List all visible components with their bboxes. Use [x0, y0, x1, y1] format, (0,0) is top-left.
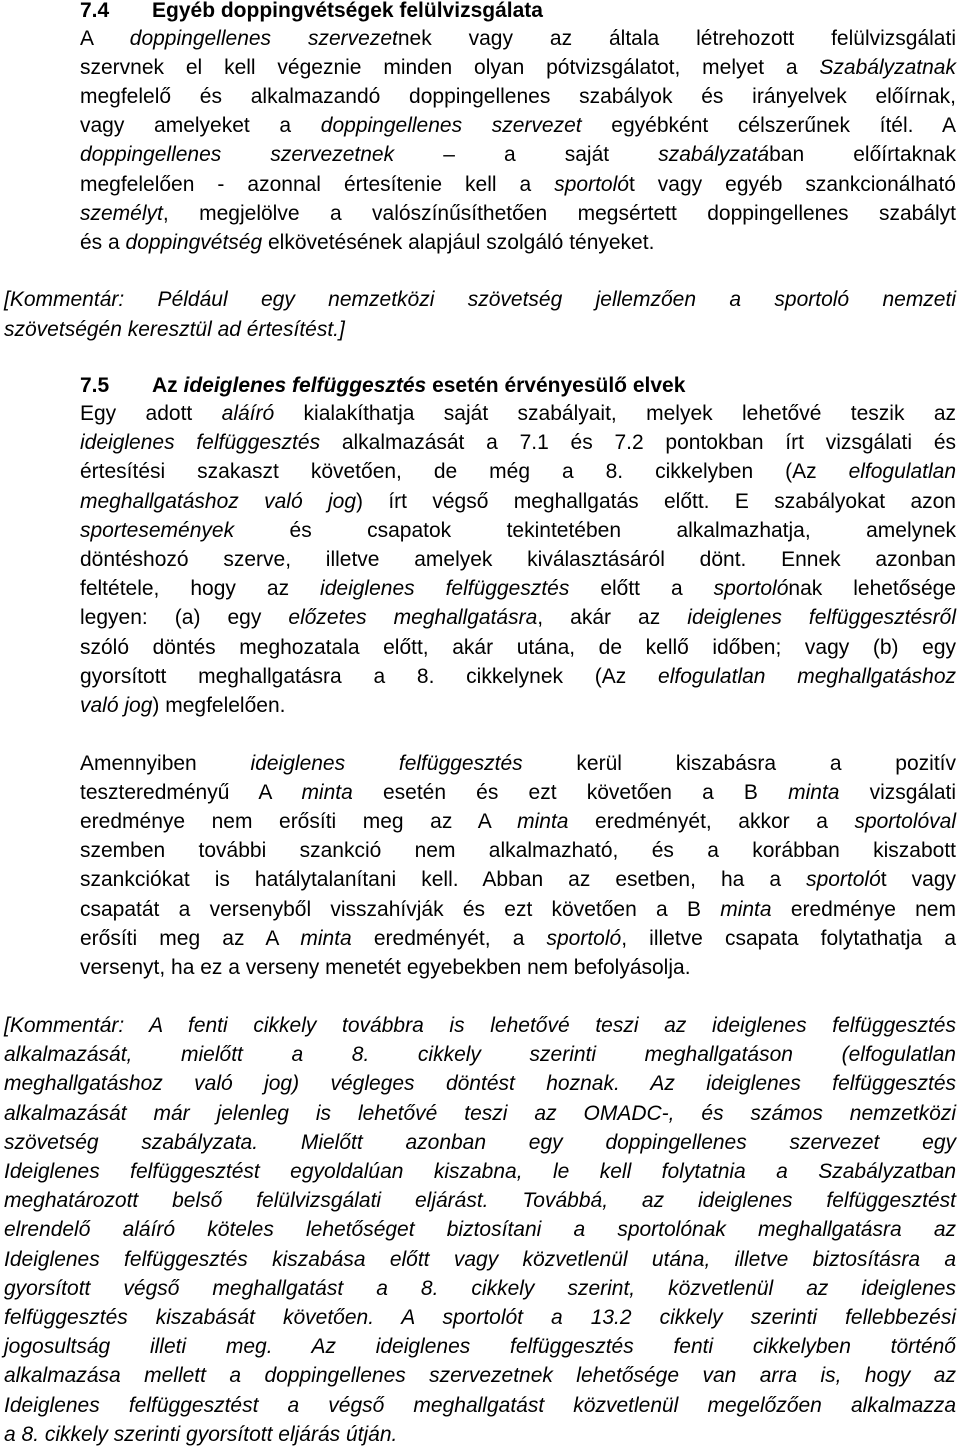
text-line: doppingellenes szervezetnek – a saját szabályzatában előírtaknak [80, 143, 956, 167]
text-line: Egy adott aláíró kialakíthatja saját szabályait, melyek lehetővé teszik az [80, 402, 956, 425]
comment-line: a 8. cikkely szerinti gyorsított eljárás útján. [4, 1422, 398, 1446]
comment-line: meghatározott belső felülvizsgálati eljárást. Továbbá, az ideiglenes felfüggesztést [4, 1189, 956, 1213]
text-line: feltétele, hogy az ideiglenes felfüggesztés előtt a sportolónak lehetősége [80, 577, 956, 601]
text-line: meghallgatáshoz való jog) írt végső meghallgatás előtt. E szabályokat azon [80, 489, 956, 513]
text-line: szóló döntés meghozatala előtt, akár utána, de kellő időben; vagy (b) egy [80, 635, 956, 659]
text-line: A doppingellenes szervezetnek vagy az általa létrehozott felülvizsgálati [80, 27, 956, 50]
text-line: személyt, megjelölve a valószínűsíthetően megsértett doppingellenes szabályt [80, 201, 956, 225]
comment-line: szövetségén keresztül ad értesítést.] [4, 317, 345, 341]
text-line: gyorsított meghallgatásra a 8. cikkelynek (Az elfogulatlan meghallgatáshoz [80, 664, 956, 688]
text-line: sportesemények és csapatok tekintetében alkalmazhatja, amelynek [80, 518, 956, 542]
comment-line: alkalmazását, mielőtt a 8. cikkely szerinti meghallgatáson (elfogulatlan [4, 1043, 956, 1067]
text-line: teszteredményű A minta esetén és ezt követően a B minta vizsgálati [80, 781, 956, 805]
text-line: szankciókat is hatálytalanítani kell. Abban az esetben, ha a sportolót vagy [80, 868, 956, 892]
comment-line: szövetség szabályzata. Mielőtt azonban egy doppingellenes szervezet egy [4, 1130, 956, 1154]
section-title: Egyéb doppingvétségek felülvizsgálata [152, 0, 543, 22]
text-line: döntéshozó szerve, illetve amelyek kiválasztásáról dönt. Ennek azonban [80, 548, 956, 571]
text-line: szervnek el kell végeznie minden olyan pótvizsgálatot, melyet a Szabályzatnak [80, 56, 956, 80]
text-line: való jog) megfelelően. [80, 694, 286, 717]
comment-line: Ideiglenes felfüggesztést a végső meghallgatást közvetlenül megelőzően alkalmazza [4, 1393, 956, 1417]
section-title: Az ideiglenes felfüggesztés esetén érvényesülő elvek [152, 374, 686, 397]
comment-line: felfüggesztés kiszabását követően. A sportolót a 13.2 cikkely szerinti fellebbezési [4, 1306, 956, 1329]
comment-line: [Kommentár: Például egy nemzetközi szövetség jellemzően a sportoló nemzeti [4, 288, 956, 311]
comment-line: gyorsított végső meghallgatást a 8. cikkely szerint, közvetlenül az ideiglenes [4, 1276, 956, 1300]
text-line: erősíti meg az A minta eredményét, a sportoló, illetve csapata folytathatja a [80, 926, 956, 950]
text-line: megfelelően - azonnal értesítenie kell a sportolót vagy egyéb szankcionálható [80, 172, 956, 196]
comment-line: jogosultság illeti meg. Az ideiglenes felfüggesztés fenti cikkelyben történő [4, 1335, 956, 1359]
text-line: és a doppingvétség elkövetésének alapjául szolgáló tényeket. [80, 230, 655, 254]
comment-line: elrendelő aláíró köteles lehetőséget biztosítani a sportolónak meghallgatásra az [4, 1218, 956, 1242]
text-line: versenyt, ha ez a verseny menetét egyebekben nem befolyásolja. [80, 955, 691, 979]
section-number: 7.5 [80, 374, 110, 397]
text-line: csapatát a versenyből visszahívják és ezt követően a B minta eredménye nem [80, 897, 956, 921]
text-line: szemben további szankció nem alkalmazható, és a korábban kiszabott [80, 839, 956, 863]
comment-line: [Kommentár: A fenti cikkely továbbra is lehetővé teszi az ideiglenes felfüggesztés [4, 1014, 956, 1037]
comment-line: alkalmazása mellett a doppingellenes szervezetnek lehetősége van arra is, hogy az [4, 1364, 956, 1388]
text-line: eredménye nem erősíti meg az A minta eredményét, akkor a sportolóval [80, 810, 957, 834]
comment-line: Ideiglenes felfüggesztést egyoldalúan kiszabna, le kell folytatnia a Szabályzatban [4, 1160, 956, 1183]
text-line: ideiglenes felfüggesztés alkalmazását a 7.1 és 7.2 pontokban írt vizsgálati és [80, 431, 956, 455]
text-line: megfelelő és alkalmazandó doppingellenes szabályok és irányelvek előírnak, [80, 85, 956, 109]
text-line: vagy amelyeket a doppingellenes szervezet egyébként célszerűnek ítél. A [80, 114, 956, 138]
text-line: legyen: (a) egy előzetes meghallgatásra, akár az ideiglenes felfüggesztésről [80, 606, 957, 630]
comment-line: alkalmazását már jelenleg is lehetővé teszi az OMADC-, és számos nemzetközi [4, 1101, 956, 1125]
comment-line: meghallgatáshoz való jog) végleges döntést hoznak. Az ideiglenes felfüggesztés [4, 1072, 956, 1096]
text-line: értesítési szakaszt követően, de még a 8. cikkelyben (Az elfogulatlan [80, 460, 956, 484]
comment-line: Ideiglenes felfüggesztés kiszabása előtt vagy közvetlenül utána, illetve biztosításra a [4, 1247, 956, 1271]
section-number: 7.4 [80, 0, 110, 22]
text-line: Amennyiben ideiglenes felfüggesztés kerül kiszabásra a pozitív [80, 752, 956, 775]
